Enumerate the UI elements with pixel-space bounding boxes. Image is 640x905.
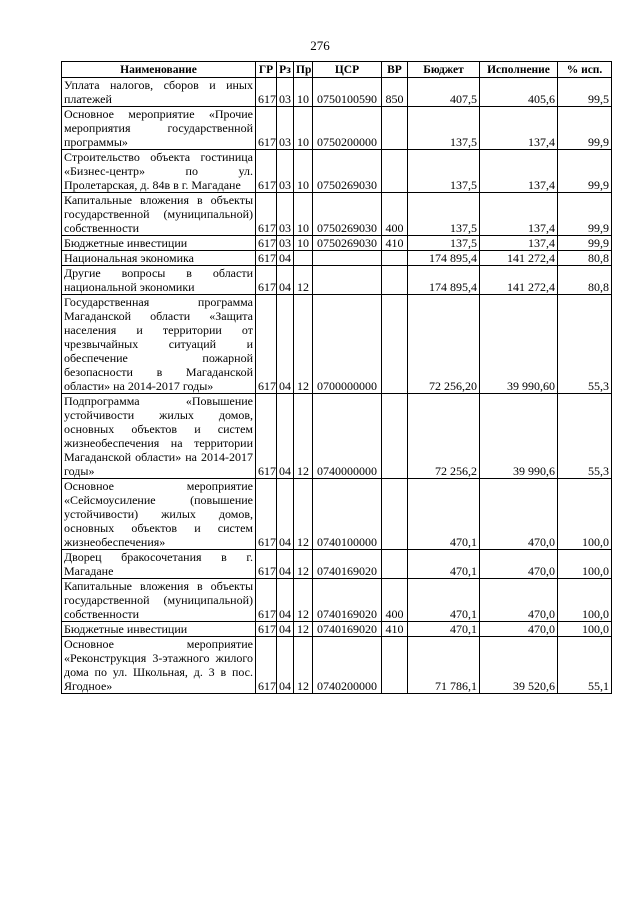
cell-pr: 12 bbox=[294, 550, 313, 579]
cell-csr bbox=[313, 251, 382, 266]
column-header-csr: ЦСР bbox=[313, 62, 382, 78]
cell-name: Основное мероприятие «Прочие мероприятия государственной программы» bbox=[62, 107, 256, 150]
cell-budget: 137,5 bbox=[408, 236, 480, 251]
cell-vr bbox=[382, 295, 408, 394]
cell-name: Государственная программа Магаданской области «Защита населения и территории от чрезвычайных ситуаций и обеспечение пожарной безопасности в Магаданской области» на 2014-2017 годы» bbox=[62, 295, 256, 394]
cell-name: Уплата налогов, сборов и иных платежей bbox=[62, 78, 256, 107]
cell-execution: 39 520,6 bbox=[480, 637, 558, 694]
table-row bbox=[62, 193, 612, 236]
cell-pr: 10 bbox=[294, 193, 313, 236]
cell-percent: 55,3 bbox=[558, 394, 612, 479]
cell-rz: 04 bbox=[277, 637, 294, 694]
cell-execution: 470,0 bbox=[480, 479, 558, 550]
table-row bbox=[62, 107, 612, 150]
cell-budget: 137,5 bbox=[408, 150, 480, 193]
cell-budget: 72 256,20 bbox=[408, 295, 480, 394]
cell-gr: 617 bbox=[256, 236, 277, 251]
cell-percent: 99,5 bbox=[558, 78, 612, 107]
cell-rz: 04 bbox=[277, 550, 294, 579]
cell-gr: 617 bbox=[256, 637, 277, 694]
cell-rz: 03 bbox=[277, 193, 294, 236]
cell-pr: 12 bbox=[294, 266, 313, 295]
column-header-name: Наименование bbox=[62, 62, 256, 78]
cell-vr bbox=[382, 266, 408, 295]
cell-vr bbox=[382, 150, 408, 193]
cell-vr: 410 bbox=[382, 236, 408, 251]
cell-budget: 72 256,2 bbox=[408, 394, 480, 479]
cell-name: Бюджетные инвестиции bbox=[62, 236, 256, 251]
table-row bbox=[62, 622, 612, 637]
cell-percent: 99,9 bbox=[558, 107, 612, 150]
cell-budget: 174 895,4 bbox=[408, 251, 480, 266]
cell-csr: 0740169020 bbox=[313, 622, 382, 637]
cell-rz: 04 bbox=[277, 622, 294, 637]
cell-name: Другие вопросы в области национальной экономики bbox=[62, 266, 256, 295]
cell-execution: 137,4 bbox=[480, 236, 558, 251]
table-row bbox=[62, 295, 612, 394]
cell-execution: 137,4 bbox=[480, 107, 558, 150]
table-row bbox=[62, 236, 612, 251]
cell-rz: 04 bbox=[277, 394, 294, 479]
cell-budget: 137,5 bbox=[408, 107, 480, 150]
cell-pr: 12 bbox=[294, 622, 313, 637]
cell-vr: 850 bbox=[382, 78, 408, 107]
cell-name: Основное мероприятие «Сейсмоусиление (повышение устойчивости) жилых домов, основных объектов и систем жизнеобеспечения» bbox=[62, 479, 256, 550]
cell-budget: 470,1 bbox=[408, 550, 480, 579]
cell-budget: 407,5 bbox=[408, 78, 480, 107]
cell-vr bbox=[382, 479, 408, 550]
cell-gr: 617 bbox=[256, 193, 277, 236]
table-row bbox=[62, 637, 612, 694]
cell-name: Национальная экономика bbox=[62, 251, 256, 266]
cell-rz: 03 bbox=[277, 150, 294, 193]
cell-name: Основное мероприятие «Реконструкция 3-этажного жилого дома по ул. Школьная, д. 3 в пос. Ягодное» bbox=[62, 637, 256, 694]
cell-execution: 470,0 bbox=[480, 579, 558, 622]
cell-csr: 0750269030 bbox=[313, 193, 382, 236]
cell-vr bbox=[382, 107, 408, 150]
cell-pr: 10 bbox=[294, 236, 313, 251]
cell-vr bbox=[382, 251, 408, 266]
cell-rz: 04 bbox=[277, 479, 294, 550]
cell-execution: 137,4 bbox=[480, 193, 558, 236]
cell-execution: 141 272,4 bbox=[480, 266, 558, 295]
cell-gr: 617 bbox=[256, 394, 277, 479]
cell-percent: 99,9 bbox=[558, 236, 612, 251]
cell-percent: 100,0 bbox=[558, 579, 612, 622]
cell-gr: 617 bbox=[256, 550, 277, 579]
cell-budget: 174 895,4 bbox=[408, 266, 480, 295]
cell-csr: 0750200000 bbox=[313, 107, 382, 150]
cell-execution: 470,0 bbox=[480, 550, 558, 579]
cell-gr: 617 bbox=[256, 295, 277, 394]
cell-percent: 80,8 bbox=[558, 266, 612, 295]
cell-gr: 617 bbox=[256, 479, 277, 550]
cell-budget: 470,1 bbox=[408, 622, 480, 637]
cell-rz: 03 bbox=[277, 78, 294, 107]
cell-vr: 400 bbox=[382, 579, 408, 622]
cell-gr: 617 bbox=[256, 622, 277, 637]
cell-rz: 04 bbox=[277, 251, 294, 266]
column-header-vr: ВР bbox=[382, 62, 408, 78]
table-row bbox=[62, 579, 612, 622]
cell-csr: 0740169020 bbox=[313, 579, 382, 622]
cell-vr bbox=[382, 637, 408, 694]
column-header-gr: ГР bbox=[256, 62, 277, 78]
table-row bbox=[62, 479, 612, 550]
cell-gr: 617 bbox=[256, 579, 277, 622]
cell-percent: 55,3 bbox=[558, 295, 612, 394]
cell-csr: 0740200000 bbox=[313, 637, 382, 694]
cell-vr bbox=[382, 394, 408, 479]
cell-pr: 12 bbox=[294, 479, 313, 550]
cell-execution: 39 990,60 bbox=[480, 295, 558, 394]
cell-execution: 405,6 bbox=[480, 78, 558, 107]
table-row bbox=[62, 394, 612, 479]
cell-name: Бюджетные инвестиции bbox=[62, 622, 256, 637]
table-row bbox=[62, 78, 612, 107]
cell-name: Дворец бракосочетания в г. Магадане bbox=[62, 550, 256, 579]
cell-pr: 12 bbox=[294, 579, 313, 622]
cell-budget: 470,1 bbox=[408, 579, 480, 622]
cell-csr: 0750269030 bbox=[313, 236, 382, 251]
cell-pr: 10 bbox=[294, 107, 313, 150]
cell-vr bbox=[382, 550, 408, 579]
cell-percent: 100,0 bbox=[558, 622, 612, 637]
cell-budget: 71 786,1 bbox=[408, 637, 480, 694]
cell-csr: 0700000000 bbox=[313, 295, 382, 394]
table-row bbox=[62, 266, 612, 295]
cell-csr: 0740000000 bbox=[313, 394, 382, 479]
cell-csr: 0750269030 bbox=[313, 150, 382, 193]
cell-pr: 10 bbox=[294, 78, 313, 107]
cell-gr: 617 bbox=[256, 266, 277, 295]
column-header-rz: Рз bbox=[277, 62, 294, 78]
cell-percent: 80,8 bbox=[558, 251, 612, 266]
cell-budget: 470,1 bbox=[408, 479, 480, 550]
table-body bbox=[62, 78, 612, 694]
cell-gr: 617 bbox=[256, 150, 277, 193]
column-header-execution: Исполнение bbox=[480, 62, 558, 78]
cell-name: Капитальные вложения в объекты государственной (муниципальной) собственности bbox=[62, 193, 256, 236]
page-number: 276 bbox=[310, 38, 330, 53]
cell-vr: 410 bbox=[382, 622, 408, 637]
cell-execution: 470,0 bbox=[480, 622, 558, 637]
column-header-percent: % исп. bbox=[558, 62, 612, 78]
cell-pr: 12 bbox=[294, 394, 313, 479]
cell-percent: 99,9 bbox=[558, 150, 612, 193]
cell-percent: 100,0 bbox=[558, 550, 612, 579]
table-row bbox=[62, 251, 612, 266]
cell-gr: 617 bbox=[256, 107, 277, 150]
cell-execution: 141 272,4 bbox=[480, 251, 558, 266]
cell-rz: 04 bbox=[277, 579, 294, 622]
cell-gr: 617 bbox=[256, 78, 277, 107]
cell-pr: 12 bbox=[294, 637, 313, 694]
cell-percent: 99,9 bbox=[558, 193, 612, 236]
table-row bbox=[62, 150, 612, 193]
column-header-budget: Бюджет bbox=[408, 62, 480, 78]
cell-pr bbox=[294, 251, 313, 266]
cell-rz: 04 bbox=[277, 266, 294, 295]
cell-vr: 400 bbox=[382, 193, 408, 236]
cell-rz: 04 bbox=[277, 295, 294, 394]
cell-csr bbox=[313, 266, 382, 295]
cell-percent: 55,1 bbox=[558, 637, 612, 694]
cell-rz: 03 bbox=[277, 107, 294, 150]
table-header-row bbox=[62, 62, 612, 78]
cell-percent: 100,0 bbox=[558, 479, 612, 550]
cell-csr: 0750100590 bbox=[313, 78, 382, 107]
budget-table bbox=[61, 61, 612, 694]
cell-rz: 03 bbox=[277, 236, 294, 251]
cell-execution: 137,4 bbox=[480, 150, 558, 193]
table-row bbox=[62, 550, 612, 579]
cell-name: Подпрограмма «Повышение устойчивости жилых домов, основных объектов и систем жизнеобеспечения на территории Магаданской области» на 2014-2017 годы» bbox=[62, 394, 256, 479]
cell-execution: 39 990,6 bbox=[480, 394, 558, 479]
cell-budget: 137,5 bbox=[408, 193, 480, 236]
cell-csr: 0740169020 bbox=[313, 550, 382, 579]
cell-gr: 617 bbox=[256, 251, 277, 266]
cell-csr: 0740100000 bbox=[313, 479, 382, 550]
cell-name: Капитальные вложения в объекты государственной (муниципальной) собственности bbox=[62, 579, 256, 622]
column-header-pr: Пр bbox=[294, 62, 313, 78]
cell-pr: 12 bbox=[294, 295, 313, 394]
cell-pr: 10 bbox=[294, 150, 313, 193]
cell-name: Строительство объекта гостиница «Бизнес-центр» по ул. Пролетарская, д. 84в в г. Магадане bbox=[62, 150, 256, 193]
